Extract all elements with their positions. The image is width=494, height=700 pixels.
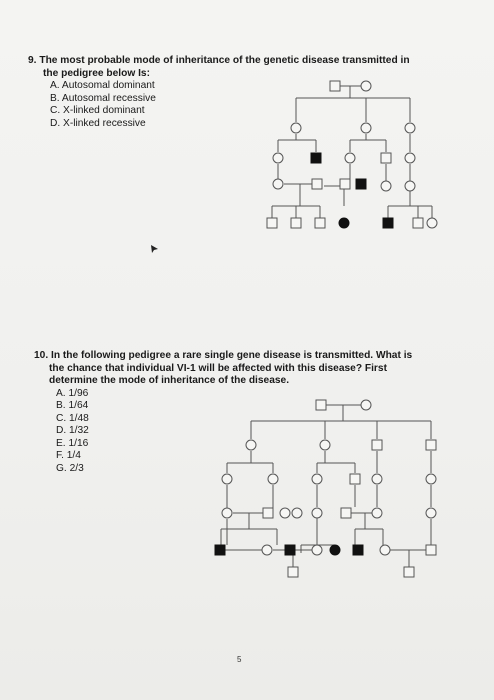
- female-symbol: [380, 545, 390, 555]
- answer-option: C. 1/48: [56, 412, 89, 424]
- mouse-cursor-icon: [149, 244, 159, 254]
- stem-line: determine the mode of inheritance of the disease.: [49, 375, 290, 386]
- female-symbol: [345, 153, 355, 163]
- answer-option: F. 1/4: [56, 450, 81, 461]
- male-symbol: [341, 508, 351, 518]
- female-symbol: [320, 440, 330, 450]
- male-symbol: [426, 545, 436, 555]
- affected-female: [339, 218, 349, 228]
- pedigree-chart-q9: [260, 78, 440, 238]
- female-symbol: [280, 508, 290, 518]
- female-symbol: [405, 181, 415, 191]
- male-symbol: [372, 440, 382, 450]
- answer-option: D. X-linked recessive: [50, 117, 146, 129]
- affected-male: [353, 545, 363, 555]
- female-symbol: [361, 81, 371, 91]
- answer-option: G. 2/3: [56, 462, 84, 474]
- female-symbol: [312, 545, 322, 555]
- female-symbol: [361, 123, 371, 133]
- female-symbol: [273, 153, 283, 163]
- male-symbol: [267, 218, 277, 228]
- answer-option: E. 1/16: [56, 437, 89, 449]
- male-symbol: [404, 567, 414, 577]
- female-symbol: [381, 181, 391, 191]
- female-symbol: [292, 508, 302, 518]
- answer-option: B. Autosomal recessive: [50, 92, 156, 104]
- male-symbol: [413, 218, 423, 228]
- question-number: 10.: [34, 350, 49, 361]
- male-symbol: [381, 153, 391, 163]
- question-number: 9.: [28, 55, 37, 66]
- male-symbol: [330, 81, 340, 91]
- female-symbol: [312, 474, 322, 484]
- question-9-stem: [28, 55, 468, 68]
- female-symbol: [361, 400, 371, 410]
- male-symbol: [426, 440, 436, 450]
- answer-option: A. Autosomal dominant: [50, 80, 155, 91]
- affected-female: [330, 545, 340, 555]
- female-symbol: [268, 474, 278, 484]
- male-symbol: [340, 179, 350, 189]
- affected-male: [311, 153, 321, 163]
- female-symbol: [426, 508, 436, 518]
- male-symbol: [315, 218, 325, 228]
- female-symbol: [427, 218, 437, 228]
- stem-line: the pedigree below Is:: [43, 67, 150, 79]
- male-symbol: [312, 179, 322, 189]
- question-10-stem: [34, 350, 464, 363]
- answer-option: B. 1/64: [56, 400, 89, 411]
- female-symbol: [312, 508, 322, 518]
- female-symbol: [273, 179, 283, 189]
- female-symbol: [262, 545, 272, 555]
- female-symbol: [222, 508, 232, 518]
- male-symbol: [263, 508, 273, 518]
- female-symbol: [372, 508, 382, 518]
- page-number: 5: [237, 655, 242, 664]
- answer-option: A. 1/96: [56, 387, 89, 399]
- male-symbol: [350, 474, 360, 484]
- answer-option: C. X-linked dominant: [50, 105, 145, 116]
- affected-male: [383, 218, 393, 228]
- female-symbol: [246, 440, 256, 450]
- female-symbol: [405, 123, 415, 133]
- female-symbol: [426, 474, 436, 484]
- female-symbol: [222, 474, 232, 484]
- affected-male: [215, 545, 225, 555]
- female-symbol: [405, 153, 415, 163]
- answer-option: D. 1/32: [56, 425, 89, 436]
- male-symbol: [288, 567, 298, 577]
- female-symbol: [291, 123, 301, 133]
- male-symbol: [291, 218, 301, 228]
- female-symbol: [372, 474, 382, 484]
- male-symbol: [316, 400, 326, 410]
- stem-line: The most probable mode of inheritance of the genetic disease transmitted in: [39, 55, 410, 66]
- affected-male: [356, 179, 366, 189]
- affected-male: [285, 545, 295, 555]
- stem-line: the chance that individual VI-1 will be affected with this disease? First: [49, 362, 387, 374]
- pedigree-chart-q10: [205, 395, 455, 590]
- stem-line: In the following pedigree a rare single gene disease is transmitted. What is: [51, 350, 413, 361]
